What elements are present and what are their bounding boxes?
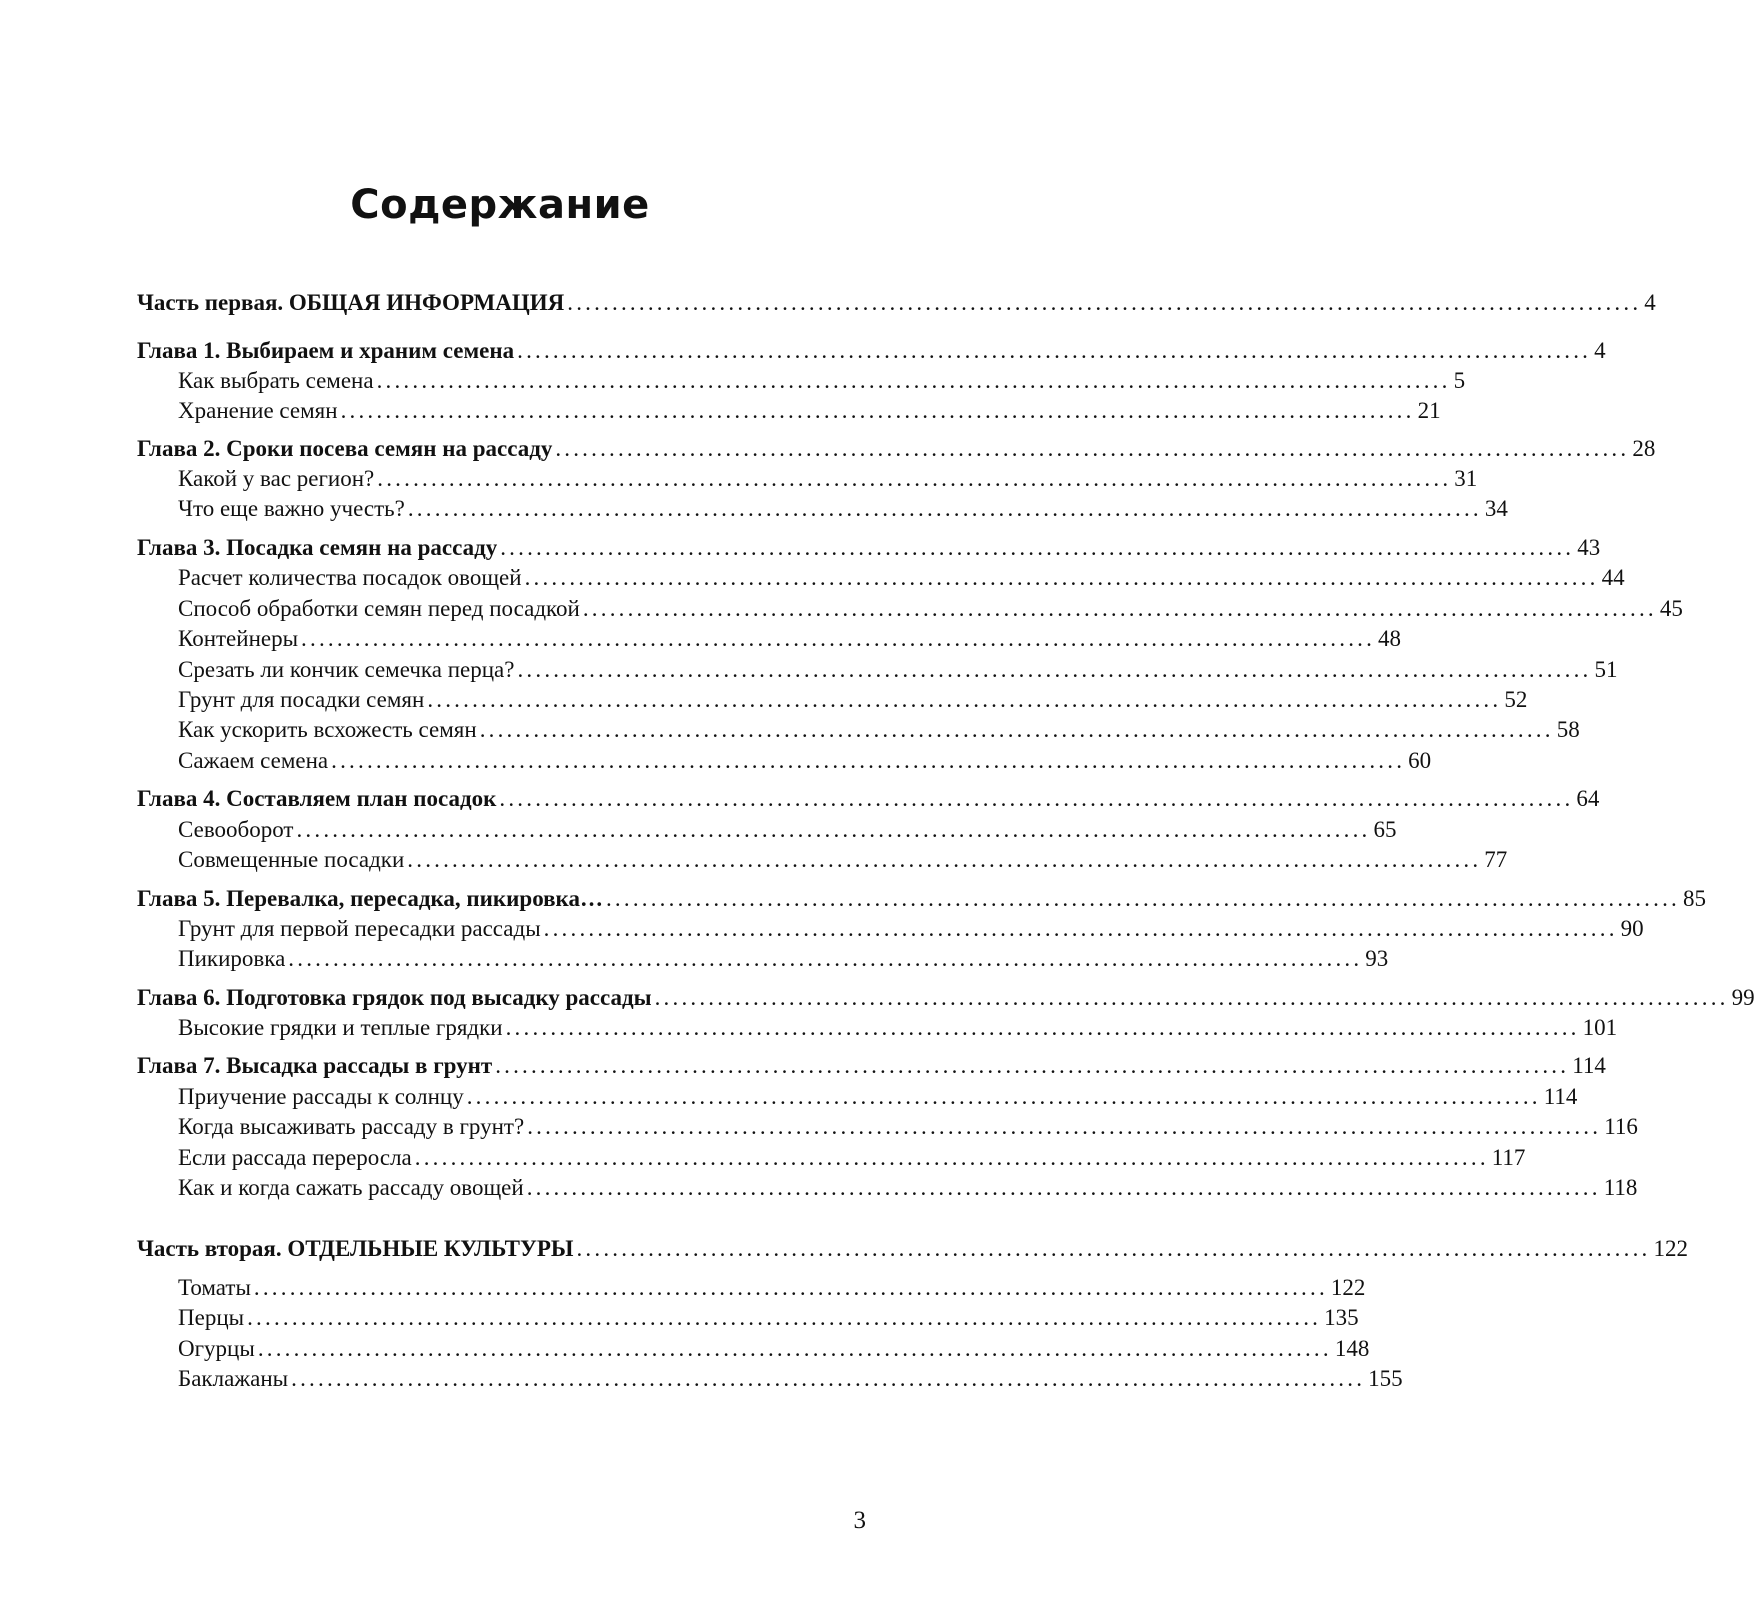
toc-entry-label: Грунт для первой пересадки рассады bbox=[178, 916, 541, 941]
dot-leader: ........................................................................................................................ bbox=[427, 687, 1502, 712]
toc-entry-page: 135 bbox=[1324, 1305, 1359, 1330]
toc-entry-label: Глава 2. Сроки посева семян на рассаду bbox=[137, 436, 553, 461]
toc-section-entry[interactable] bbox=[137, 624, 1402, 654]
toc-chapter-entry[interactable] bbox=[137, 1051, 1606, 1081]
toc-entry-label: Глава 6. Подготовка грядок под высадку рассады bbox=[137, 985, 652, 1010]
toc-entry-page: 44 bbox=[1601, 565, 1625, 590]
toc-section-entry[interactable] bbox=[137, 1303, 1359, 1333]
dot-leader: ........................................................................................................................ bbox=[479, 717, 1554, 742]
toc-entry-page: 90 bbox=[1620, 916, 1644, 941]
toc-entry-page: 122 bbox=[1653, 1236, 1688, 1261]
dot-leader: ........................................................................................................................ bbox=[576, 1236, 1651, 1261]
toc-chapter-entry[interactable] bbox=[137, 336, 1606, 366]
toc-chapter-entry[interactable] bbox=[137, 533, 1601, 563]
dot-leader: ........................................................................................................................ bbox=[517, 338, 1592, 363]
dot-leader: ........................................................................................................................ bbox=[500, 535, 1575, 560]
dot-leader: ........................................................................................................................ bbox=[253, 1275, 1328, 1300]
toc-section-entry[interactable] bbox=[137, 914, 1644, 944]
toc-entry-label: Высокие грядки и теплые грядки bbox=[178, 1015, 503, 1040]
dot-leader: ........................................................................................................................ bbox=[257, 1336, 1332, 1361]
toc-section-entry[interactable] bbox=[137, 655, 1618, 685]
toc-section-entry[interactable] bbox=[137, 1143, 1526, 1173]
dot-leader: ........................................................................................................................ bbox=[377, 466, 1452, 491]
toc-entry-label: Приучение рассады к солнцу bbox=[178, 1084, 464, 1109]
toc-section-entry[interactable] bbox=[137, 746, 1432, 776]
toc-entry-label: Пикировка bbox=[178, 946, 286, 971]
toc-entry-page: 99 bbox=[1731, 985, 1755, 1010]
toc-entry-label: Если рассада переросла bbox=[178, 1145, 412, 1170]
toc-entry-page: 43 bbox=[1577, 535, 1601, 560]
toc-entry-page: 122 bbox=[1330, 1275, 1366, 1300]
toc-section-entry[interactable] bbox=[137, 944, 1389, 974]
toc-entry-label: Огурцы bbox=[178, 1336, 255, 1361]
toc-entry-page: 93 bbox=[1365, 946, 1389, 971]
toc-section-entry[interactable] bbox=[137, 1112, 1638, 1142]
dot-leader: ........................................................................................................................ bbox=[331, 748, 1406, 773]
toc-entry-label: Совмещенные посадки bbox=[178, 847, 405, 872]
toc-entry-page: 148 bbox=[1334, 1336, 1370, 1361]
toc-entry-label: Хранение семян bbox=[178, 398, 338, 423]
toc-section-entry[interactable] bbox=[137, 1334, 1370, 1364]
toc-entry-label: Часть первая. ОБЩАЯ ИНФОРМАЦИЯ bbox=[137, 290, 565, 315]
toc-entry-page: 4 bbox=[1644, 290, 1656, 315]
toc-entry-page: 64 bbox=[1576, 786, 1600, 811]
toc-entry-page: 114 bbox=[1572, 1053, 1606, 1078]
toc-section-entry[interactable] bbox=[137, 366, 1466, 396]
toc-entry-label: Расчет количества посадок овощей bbox=[178, 565, 522, 590]
toc-entry-page: 85 bbox=[1682, 886, 1706, 911]
page-number: 3 bbox=[853, 1507, 866, 1534]
toc-entry-page: 52 bbox=[1504, 687, 1528, 712]
toc-entry-label: Сажаем семена bbox=[178, 748, 329, 773]
toc-section-entry[interactable] bbox=[137, 1082, 1578, 1112]
toc-chapter-entry[interactable] bbox=[137, 884, 1706, 914]
dot-leader: ........................................................................................................................ bbox=[407, 847, 1482, 872]
toc-entry-page: 28 bbox=[1632, 436, 1656, 461]
dot-leader: ........................................................................................................................ bbox=[567, 290, 1642, 315]
toc-section-entry[interactable] bbox=[137, 464, 1478, 494]
toc-entry-label: Томаты bbox=[178, 1275, 251, 1300]
toc-section-entry[interactable] bbox=[137, 1013, 1618, 1043]
dot-leader: ........................................................................................................................ bbox=[247, 1305, 1322, 1330]
toc-part-entry[interactable] bbox=[137, 1234, 1688, 1264]
toc-entry-label: Грунт для посадки семян bbox=[178, 687, 425, 712]
toc-entry-label: Какой у вас регион? bbox=[178, 466, 375, 491]
dot-leader: ........................................................................................................................ bbox=[407, 496, 1482, 521]
toc-entry-label: Глава 1. Выбираем и храним семена bbox=[137, 338, 515, 363]
toc-entry-page: 155 bbox=[1368, 1366, 1403, 1391]
toc-entry-label: Глава 5. Перевалка, пересадка, пикировка… bbox=[137, 886, 603, 911]
toc-section-entry[interactable] bbox=[137, 563, 1625, 593]
toc-entry-label: Как выбрать семена bbox=[178, 368, 374, 393]
toc-entry-page: 34 bbox=[1484, 496, 1508, 521]
toc-entry-page: 31 bbox=[1454, 466, 1478, 491]
toc-entry-page: 5 bbox=[1453, 368, 1466, 393]
dot-leader: ........................................................................................................................ bbox=[526, 1175, 1601, 1200]
toc-entry-page: 116 bbox=[1604, 1114, 1638, 1139]
toc-section-entry[interactable] bbox=[137, 1173, 1638, 1203]
toc-entry-page: 48 bbox=[1378, 626, 1402, 651]
toc-entry-page: 4 bbox=[1594, 338, 1606, 363]
toc-section-entry[interactable] bbox=[137, 1364, 1403, 1394]
toc-entry-page: 58 bbox=[1556, 717, 1580, 742]
toc-section-entry[interactable] bbox=[137, 494, 1508, 524]
toc-section-entry[interactable] bbox=[137, 845, 1508, 875]
toc-entry-label: Срезать ли кончик семечка перца? bbox=[178, 657, 515, 682]
toc-entry-page: 117 bbox=[1491, 1145, 1526, 1170]
dot-leader: ........................................................................................................................ bbox=[414, 1145, 1489, 1170]
dot-leader: ........................................................................................................................ bbox=[555, 436, 1630, 461]
toc-chapter-entry[interactable] bbox=[137, 784, 1600, 814]
dot-leader: ........................................................................................................................ bbox=[654, 985, 1729, 1010]
toc-section-entry[interactable] bbox=[137, 715, 1580, 745]
toc-chapter-entry[interactable] bbox=[137, 983, 1755, 1013]
toc-entry-label: Когда высаживать рассаду в грунт? bbox=[178, 1114, 525, 1139]
toc-entry-page: 45 bbox=[1659, 596, 1683, 621]
dot-leader: ........................................................................................................................ bbox=[527, 1114, 1602, 1139]
dot-leader: ........................................................................................................................ bbox=[524, 565, 1599, 590]
toc-entry-label: Часть вторая. ОТДЕЛЬНЫЕ КУЛЬТУРЫ bbox=[137, 1236, 574, 1261]
toc-section-entry[interactable] bbox=[137, 396, 1441, 426]
dot-leader: ........................................................................................................................ bbox=[505, 1015, 1580, 1040]
toc-entry-label: Как ускорить всхожесть семян bbox=[178, 717, 477, 742]
dot-leader: ........................................................................................................................ bbox=[296, 817, 1371, 842]
toc-entry-page: 60 bbox=[1408, 748, 1432, 773]
toc-entry-page: 65 bbox=[1373, 817, 1397, 842]
dot-leader: ........................................................................................................................ bbox=[543, 916, 1618, 941]
dot-leader: ........................................................................................................................ bbox=[499, 786, 1574, 811]
toc-section-entry[interactable] bbox=[137, 685, 1528, 715]
dot-leader: ........................................................................................................................ bbox=[495, 1053, 1570, 1078]
toc-section-entry[interactable] bbox=[137, 1273, 1366, 1303]
dot-leader: ........................................................................................................................ bbox=[288, 946, 1363, 971]
toc-entry-label: Как и когда сажать рассаду овощей bbox=[178, 1175, 524, 1200]
toc-entry-page: 77 bbox=[1484, 847, 1508, 872]
toc-part-entry[interactable] bbox=[137, 288, 1656, 318]
toc-chapter-entry[interactable] bbox=[137, 434, 1656, 464]
toc-entry-page: 51 bbox=[1594, 657, 1618, 682]
dot-leader: ........................................................................................................................ bbox=[340, 398, 1415, 423]
toc-entry-page: 114 bbox=[1543, 1084, 1578, 1109]
toc-entry-label: Глава 4. Составляем план посадок bbox=[137, 786, 497, 811]
toc-section-entry[interactable] bbox=[137, 594, 1683, 624]
toc-entry-page: 118 bbox=[1603, 1175, 1638, 1200]
toc-entry-label: Баклажаны bbox=[178, 1366, 289, 1391]
toc-section-entry[interactable] bbox=[137, 815, 1397, 845]
dot-leader: ........................................................................................................................ bbox=[301, 626, 1376, 651]
toc-entry-label: Контейнеры bbox=[178, 626, 299, 651]
dot-leader: ........................................................................................................................ bbox=[605, 886, 1680, 911]
dot-leader: ........................................................................................................................ bbox=[582, 596, 1657, 621]
toc-entry-label: Севооборот bbox=[178, 817, 294, 842]
toc-entry-label: Способ обработки семян перед посадкой bbox=[178, 596, 580, 621]
toc-entry-label: Перцы bbox=[178, 1305, 245, 1330]
toc-entry-label: Что еще важно учесть? bbox=[178, 496, 405, 521]
dot-leader: ........................................................................................................................ bbox=[376, 368, 1451, 393]
dot-leader: ........................................................................................................................ bbox=[291, 1366, 1366, 1391]
dot-leader: ........................................................................................................................ bbox=[517, 657, 1592, 682]
toc-entry-label: Глава 7. Высадка рассады в грунт bbox=[137, 1053, 493, 1078]
dot-leader: ........................................................................................................................ bbox=[466, 1084, 1541, 1109]
page-title: Содержание bbox=[350, 182, 650, 228]
toc-entry-page: 101 bbox=[1582, 1015, 1618, 1040]
toc-entry-label: Глава 3. Посадка семян на рассаду bbox=[137, 535, 498, 560]
toc-entry-page: 21 bbox=[1417, 398, 1441, 423]
